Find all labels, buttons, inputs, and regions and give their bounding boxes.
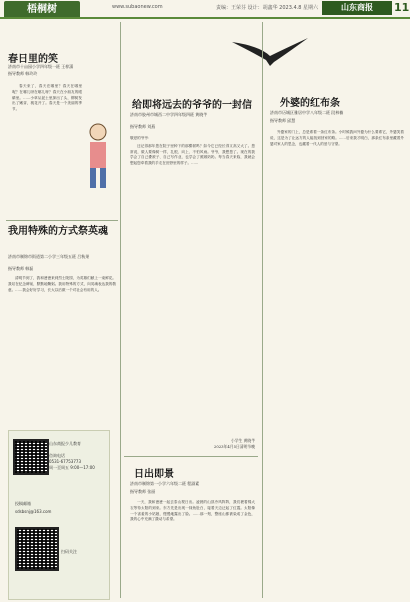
letter-signature: 小学生 黄晓芊 (231, 438, 255, 443)
swallow-illustration (230, 36, 310, 68)
ceremony-title: 我用特殊的方式祭英魂 (8, 226, 108, 237)
left-divider-1 (6, 220, 118, 221)
sunrise-byline-2: 指导教师 张丽 (130, 489, 156, 494)
spring-byline-1: 济南市十亩园小学四年级一班 王梓潇 (8, 64, 74, 69)
ribbon-title: 外婆的红布条 (280, 98, 340, 109)
phone-number: 0531-67753773 (49, 459, 81, 464)
letter-byline-1: 济南市胶州市城西二中学四年级四班 黄晓芊 (130, 112, 208, 117)
letter-paragraph: 还记得那年您在院子里种下的那棵树吗？如今它已经长得又高又大了。您常说，做人要像树一样，扎根、向上、不怕风雨。爷爷，我想您了。现在的我学会了自己叠被子、自己写作业，也学会了照顾奶奶。每当春天来临，我就会想起您牵着我的手走在田野里的样子。…… (130, 143, 255, 166)
spring-paragraph: 春天来了，春天在哪里？春天在哪里呢？在哪儿呀在哪儿呀？春天在小朋友的眼睛里。……小草从泥土里探出了头，柳树发出了嫩芽，桃花开了。春天是一个美丽的季节。 (12, 84, 82, 112)
column-divider-2 (262, 22, 263, 598)
header-rule (0, 17, 410, 19)
ceremony-byline-2: 指导教师 韩磊 (8, 266, 34, 271)
ceremony-paragraph: 清明节到了，我和爸爸来到烈士陵园，为英雄们献上一束鲜花。我站在纪念碑前，默默地鞠躬。我用特殊的方式，向英魂表达我的敬意。……我会好好学习，长大以后做一个对社会有用的人。 (8, 276, 116, 292)
sunrise-paragraph: 一天，我和爸爸一起去泰山观日出。凌晨的山顶冷风阵阵，我们裹着棉大衣等待太阳的到来。东方先是出现一抹鱼肚白，接着天边泛起了红霞。太阳像一个害羞的小姑娘，慢慢地露出了脸。……那一刻，整座山都被染成了金色，我的心中充满了激动与希望。 (130, 500, 255, 522)
sunrise-title: 日出即景 (134, 469, 174, 480)
child-illustration (78, 118, 118, 198)
ribbon-byline-1: 济南市历城区雅居中学八年级二班 段林楠 (270, 110, 344, 115)
email-address: sdsbsnj@163.com (15, 509, 52, 514)
column-logo: 梧桐树 (4, 1, 80, 19)
letter-title: 给即将远去的爷爷的一封信 (132, 100, 252, 111)
spring-body (12, 84, 82, 212)
newspaper-name: 山东商报 (322, 1, 392, 15)
ceremony-byline-1: 济南市制锦市街道第二小学三年级五班 吕秋果 (8, 254, 90, 259)
sunrise-byline-1: 济南市制锦第一小学六年级二班 程淑素 (130, 481, 200, 486)
qr-code-bottom (15, 527, 59, 571)
ceremony-body (8, 276, 116, 426)
info-box (8, 430, 110, 600)
editors-line: 责编：王荣芬 设计：胡鑫华 2023.4.8 星期六 (216, 5, 319, 11)
website-url: www.subaonew.com (112, 4, 163, 10)
ribbon-body (270, 130, 404, 595)
email-label: 投稿邮箱 (15, 501, 31, 506)
sunrise-body (130, 500, 255, 598)
middle-divider (124, 456, 258, 457)
office-hours: 周一至周五 9:00—17:00 (49, 465, 95, 470)
column-divider-1 (120, 22, 121, 598)
school-name: 山东商报少儿教育 (49, 441, 81, 446)
ribbon-paragraph: 外婆家的门上，总是系着一条红布条。小时候我问外婆为什么要系它，外婆笑着说，这是为了让远方的人能找到回家的路。……后来我才明白，那条红布条里藏着外婆对家人的思念，也藏着一代人的爱与守望。 (270, 130, 404, 146)
qr-code-top (13, 439, 49, 475)
page-number: 11 (394, 1, 410, 14)
qr-caption: 扫码关注 (61, 549, 77, 554)
letter-date: 2023年4月5日清明节晚 (213, 444, 255, 449)
letter-salutation: 敬爱的爷爷： (130, 136, 152, 140)
letter-byline-2: 指导教师 刘燕 (130, 124, 156, 129)
spring-title: 春日里的笑 (8, 54, 58, 65)
spring-byline-2: 指导教师 韩玲玲 (8, 71, 38, 76)
letter-body (130, 136, 255, 438)
phone-label: 咨询电话 (49, 453, 65, 458)
ribbon-byline-2: 指导教师 邱慧 (270, 118, 296, 123)
